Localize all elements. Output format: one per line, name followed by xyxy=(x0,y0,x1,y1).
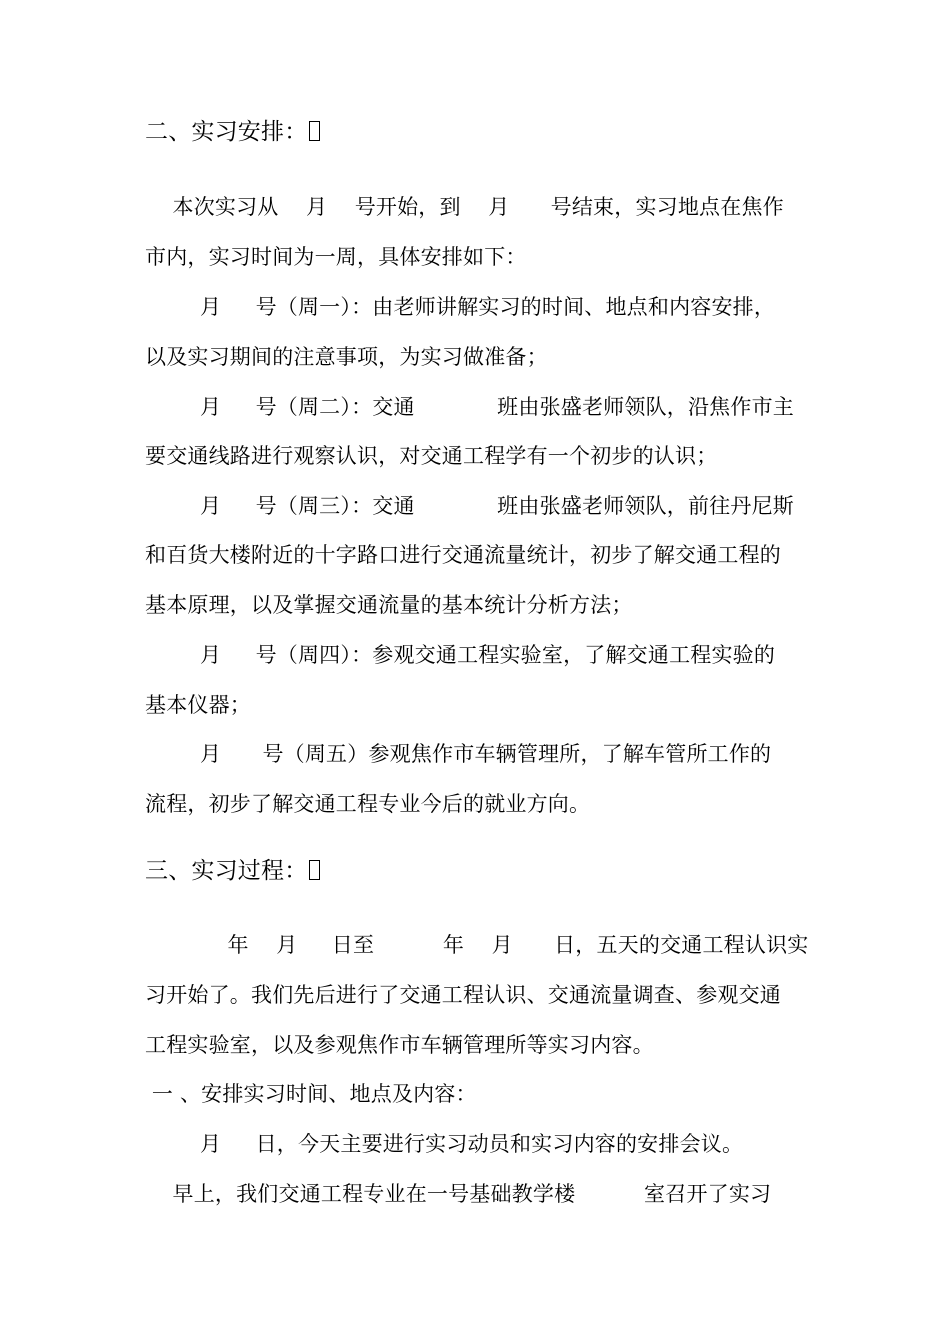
paragraph-line: 习开始了。我们先后进行了交通工程认识、交通流量调查、参观交通 xyxy=(145,983,781,1007)
paragraph-line: 市内，实习时间为一周，具体安排如下： xyxy=(145,245,527,269)
subheading-line: 一 、安排实习时间、地点及内容： xyxy=(145,1082,477,1106)
paragraph-line: 流程，初步了解交通工程专业今后的就业方向。 xyxy=(145,792,591,816)
paragraph-line: 要交通线路进行观察认识，对交通工程学有一个初步的认识； xyxy=(145,444,718,468)
section-3-heading-text: 三、实习过程： xyxy=(145,858,308,884)
paragraph-line: 基本原理，以及掌握交通流量的基本统计分析方法； xyxy=(145,593,633,617)
section-3-heading xyxy=(145,856,810,886)
paragraph-line: 月 号（周五）参观焦作市车辆管理所，了解车管所工作的 xyxy=(145,742,772,766)
section-2-heading-text: 二、实习安排： xyxy=(145,119,308,145)
paragraph-line: 月 号（周一）：由老师讲解实习的时间、地点和内容安排， xyxy=(145,295,776,319)
missing-glyph-icon xyxy=(309,121,320,141)
paragraph-line: 工程实验室，以及参观焦作市车辆管理所等实习内容。 xyxy=(145,1033,654,1057)
section-2-heading xyxy=(145,117,810,147)
paragraph-line: 年 月 日至 年 月 日，五天的交通工程认识实 xyxy=(145,933,809,957)
paragraph-line: 月 号（周二）：交通 班由张盛老师领队，沿焦作市主 xyxy=(145,395,794,419)
paragraph-line: 以及实习期间的注意事项，为实习做准备； xyxy=(145,345,548,369)
paragraph-line: 本次实习从 月 号开始，到 月 号结束，实习地点在焦作 xyxy=(145,195,784,219)
paragraph-line: 月 号（周四）：参观交通工程实验室，了解交通工程实验的 xyxy=(145,643,776,667)
missing-glyph-icon xyxy=(309,860,320,880)
paragraph-line: 早上，我们交通工程专业在一号基础教学楼 室召开了实习 xyxy=(145,1182,772,1206)
paragraph-line: 基本仪器； xyxy=(145,693,251,717)
paragraph-line: 月 日，今天主要进行实习动员和实习内容的安排会议。 xyxy=(145,1132,744,1156)
paragraph-line: 月 号（周三）：交通 班由张盛老师领队，前往丹尼斯 xyxy=(145,494,794,518)
paragraph-line: 和百货大楼附近的十字路口进行交通流量统计，初步了解交通工程的 xyxy=(145,543,781,567)
